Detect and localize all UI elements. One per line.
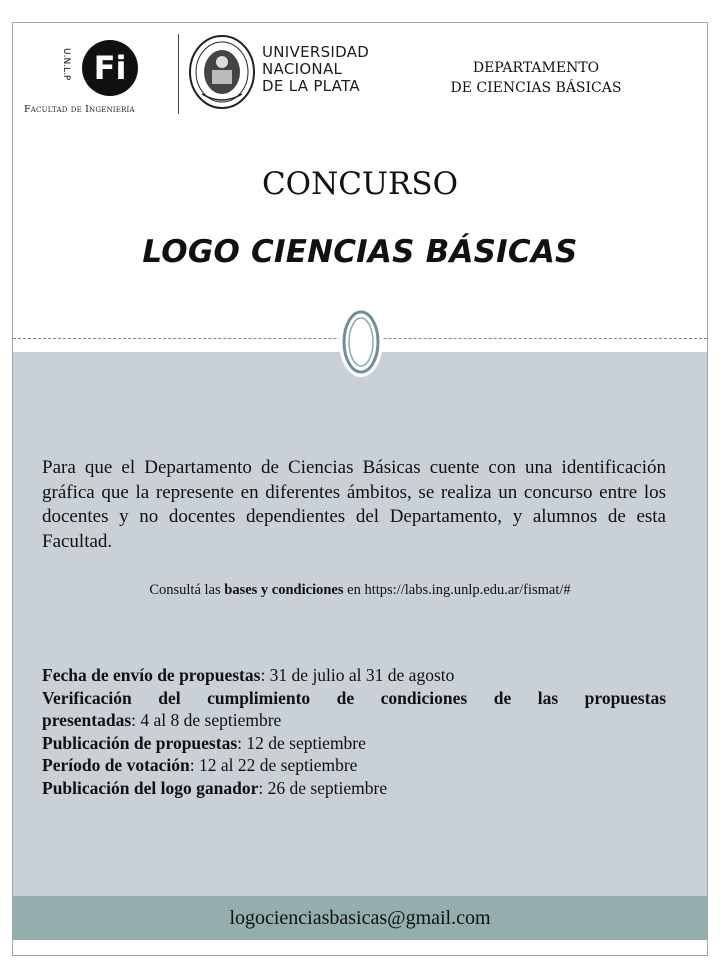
university-line-2: NACIONAL — [262, 60, 343, 78]
date-ganador-label: Publicación del logo ganador — [42, 777, 259, 798]
consult-bold: bases y condiciones — [224, 582, 344, 598]
intro-paragraph: Para que el Departamento de Ciencias Básicas cuente con una identificación gráfica que la represente en diferentes ámbitos, se realiza un concurso entre los docentes y no docentes dependientes del Departamento, y alumnos de esta Facultad. — [42, 457, 666, 552]
unlp-seal-icon — [188, 34, 256, 110]
date-verif-value: : 4 al 8 de septiembre — [131, 710, 282, 730]
faculty-caption: Facultad de Ingeniería — [24, 104, 135, 115]
date-verif-label-1: Verificación del cumplimiento de condiciones de las propuestas — [42, 687, 666, 708]
contact-email[interactable]: logocienciasbasicas@gmail.com — [229, 906, 491, 929]
university-name — [262, 44, 369, 95]
department-line-1: DEPARTAMENTO — [472, 60, 600, 76]
university-line-3: DE LA PLATA — [262, 77, 360, 95]
date-envio-label: Fecha de envío de propuestas — [42, 665, 261, 685]
fi-monogram: Fi — [93, 49, 127, 87]
date-verif-line1 — [42, 687, 666, 710]
oval-ornament-icon — [336, 304, 386, 380]
date-ganador — [42, 777, 666, 800]
unlp-vertical-letters: U.N.L.P — [61, 48, 71, 81]
consult-suffix: en https://labs.ing.unlp.edu.ar/fismat/# — [343, 582, 571, 598]
department-name — [426, 58, 646, 98]
date-publicacion-label: Publicación de propuestas — [42, 732, 238, 753]
footer-band — [13, 896, 707, 940]
date-publicacion-value: : 12 de septiembre — [237, 732, 366, 753]
university-line-1: UNIVERSIDAD — [262, 43, 370, 61]
date-envio — [42, 664, 666, 687]
consult-prefix: Consultá las — [149, 582, 225, 598]
header-divider — [178, 34, 179, 114]
dates-list — [42, 664, 666, 799]
content-band — [13, 352, 707, 896]
department-line-2: DE CIENCIAS BÁSICAS — [450, 80, 622, 96]
date-votacion-label: Período de votación — [42, 755, 190, 775]
date-verif-line2 — [42, 709, 666, 732]
date-votacion-value: : 12 al 22 de septiembre — [189, 755, 358, 775]
date-ganador-value: : 26 de septiembre — [258, 777, 388, 798]
concurso-heading: CONCURSO — [261, 166, 459, 202]
date-publicacion — [42, 732, 666, 755]
logo-title: LOGO CIENCIAS BÁSICAS — [142, 234, 578, 270]
date-verif-label-2: presentadas — [42, 710, 132, 730]
date-envio-value: : 31 de julio al 31 de agosto — [260, 665, 455, 685]
consult-line — [0, 582, 720, 599]
date-votacion — [42, 754, 666, 777]
